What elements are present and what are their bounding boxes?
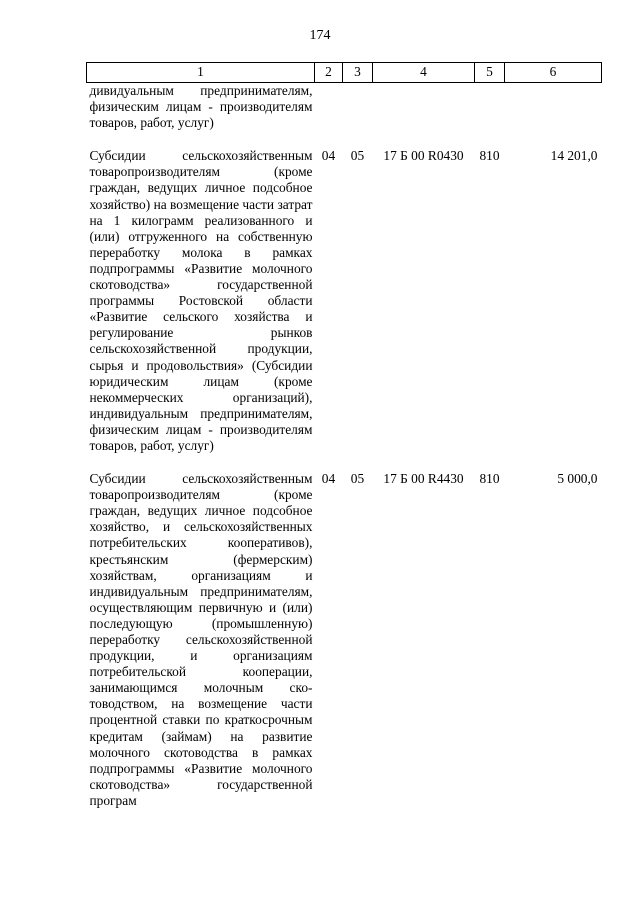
table-row (87, 471, 602, 809)
table-row (87, 148, 602, 454)
row-section: 04 (321, 471, 336, 487)
continuation-description: дивидуальным предпринимателям, физическим лицам - производителям товаров, работ, услуг) (89, 83, 313, 131)
table-row-continuation (87, 83, 602, 132)
budget-table (86, 62, 602, 809)
row-subsection: 05 (350, 471, 365, 487)
column-header-subsection: 3 (343, 63, 373, 83)
column-header-description: 1 (87, 63, 315, 83)
column-header-target-article: 4 (373, 63, 475, 83)
row-section: 04 (321, 148, 336, 164)
row-description: Субсидии сельскохозяйственным товаропроизводителям (кроме граждан, ведущих личное подсобное хозяйство) на возмещение части затрат на 1 килограмм реализованного и (или) отгруженного на собственную переработку молока в рамках подпрограммы «Развитие молочного скотоводства» государственной программы Ростовской области «Развитие сельского хозяйства и регулирование рынков сельскохозяйственной продукции, сырья и продовольствия» (Субсидии юридическим лицам (кроме некоммерческих организаций), индивидуальным предпринимателям, физическим лицам - производителям товаров, работ, услуг) (89, 148, 313, 453)
column-header-amount: 6 (505, 63, 602, 83)
row-subsection: 05 (350, 148, 365, 164)
table-header-row (87, 63, 602, 83)
row-expense-type: 810 (479, 148, 500, 164)
row-description: Субсидии сельскохозяйственным товаропроизводителям (кроме граждан, ведущих личное подсобное хозяйство, и сельскохозяйственных потребительских кооперативов), крестьянским (фермерским) хозяйствам, организациям и индивидуальным предпринимателям, осуществляющим первичную и (или) последующую (промышленную) переработку сельскохозяйственной продукции, и организациям потребительской кооперации, занимающимся молочным скотоводством, на возмещение части процентной ставки по краткосрочным кредитам (займам) на развитие молочного скотоводства в рамках подпрограммы «Развитие молочного скотоводства» государственной програм (89, 471, 313, 808)
row-target-article: 17 Б 00 R4430 (383, 471, 464, 487)
page-number: 174 (309, 28, 331, 43)
column-header-expense-type: 5 (475, 63, 505, 83)
column-header-section: 2 (315, 63, 343, 83)
row-expense-type: 810 (479, 471, 500, 487)
row-amount: 5 000,0 (557, 471, 598, 487)
row-target-article: 17 Б 00 R0430 (383, 148, 464, 164)
row-amount: 14 201,0 (550, 148, 598, 164)
